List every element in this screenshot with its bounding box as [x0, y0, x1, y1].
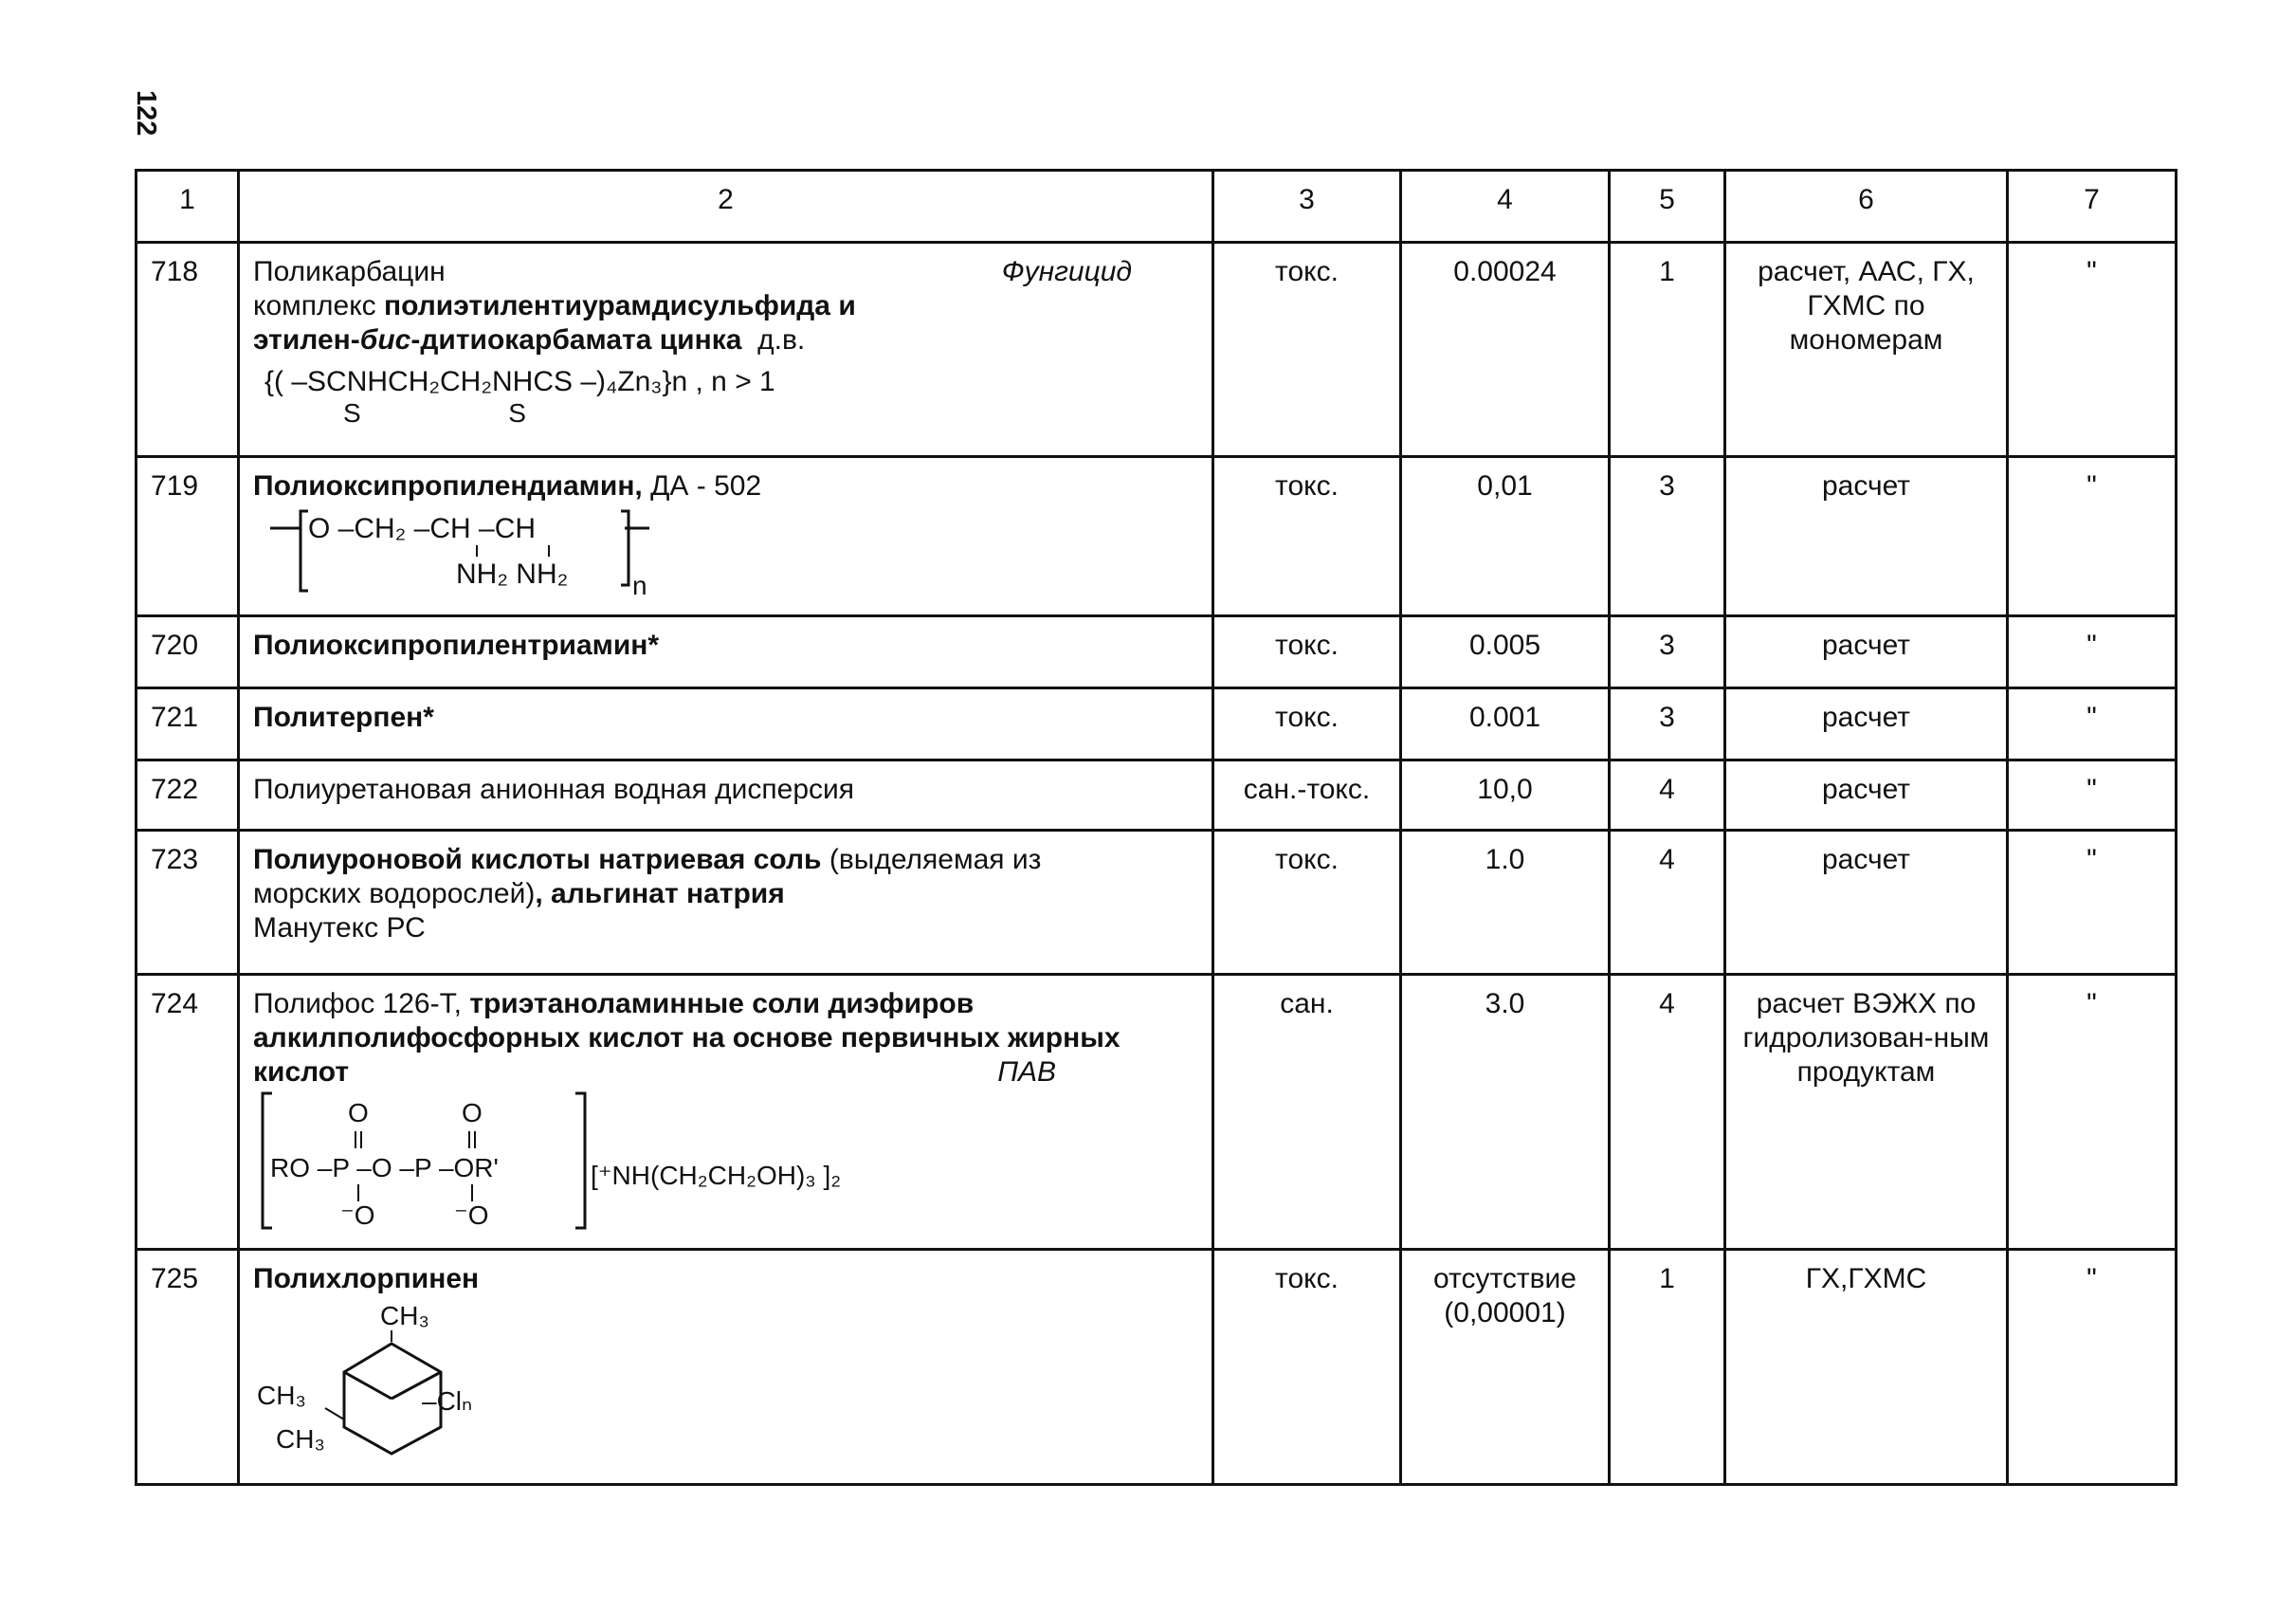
substance-table — [135, 169, 2178, 1486]
substance-name: Полиуроновой кислоты натриевая соль — [253, 844, 822, 875]
class-cell: 4 — [1610, 831, 1725, 975]
value-cell: 3.0 — [1401, 975, 1610, 1250]
formula-methyl-top: CH₃ — [380, 1301, 429, 1330]
class-cell: 1 — [1610, 1250, 1725, 1485]
row-id: 720 — [137, 616, 239, 688]
trade-name: Полифос 126-Т, — [253, 988, 470, 1019]
category-label: ПАВ — [997, 1056, 1056, 1088]
value-cell: 0.005 — [1401, 616, 1610, 688]
value-cell: 0.001 — [1401, 688, 1610, 760]
substance-name: Полиоксипропилентриамин* — [239, 616, 1213, 688]
header-cell-1: 1 — [137, 171, 239, 243]
class-cell: 1 — [1610, 243, 1725, 457]
trade-name: Манутекс РС — [253, 912, 426, 943]
row-id: 725 — [137, 1250, 239, 1485]
name-note: (выделяемая из морских водорослей) — [253, 844, 1042, 909]
formula-oxygen-b: O — [462, 1098, 483, 1127]
name-text-bold: этилен- — [253, 324, 360, 356]
table-row-725 — [137, 1250, 2177, 1485]
method-cell: расчет — [1725, 760, 2008, 831]
row-id: 724 — [137, 975, 239, 1250]
value-cell: 0.00024 — [1401, 243, 1610, 457]
method-cell: расчет — [1725, 831, 2008, 975]
method-cell: расчет — [1725, 457, 2008, 616]
header-cell-2: 2 — [239, 171, 1213, 243]
header-cell-3: 3 — [1213, 171, 1401, 243]
method-cell: расчет — [1725, 616, 2008, 688]
structural-formula: {( –SCNHCH₂CH₂NHCS –)₄Zn₃}n , n > 1 — [264, 366, 775, 397]
category-label: Фунгицид — [1001, 256, 1132, 287]
hazard-cell: токс. — [1213, 831, 1401, 975]
name-text-bold: полиэтилентиурамдисульфида и — [384, 290, 856, 321]
col7-cell: " — [2008, 831, 2177, 975]
formula-amine-groups: NH₂ NH₂ — [456, 559, 569, 590]
row-id: 722 — [137, 760, 239, 831]
row-id: 718 — [137, 243, 239, 457]
formula-main: O –CH₂ –CH –CH — [308, 513, 537, 544]
formula-chlorine: –Clₙ — [422, 1386, 473, 1416]
value-cell: 1.0 — [1401, 831, 1610, 975]
structural-formula-diagram — [253, 1296, 556, 1467]
col7-cell: " — [2008, 243, 2177, 457]
hazard-cell: токс. — [1213, 243, 1401, 457]
class-cell: 3 — [1610, 616, 1725, 688]
table-row-722 — [137, 760, 2177, 831]
header-cell-5: 5 — [1610, 171, 1725, 243]
hazard-cell: токс. — [1213, 688, 1401, 760]
substance-name: триэтаноламинные соли диэфиров алкилполифосфорных кислот на основе первичных жирных кислот — [253, 988, 1121, 1088]
hazard-cell: токс. — [1213, 1250, 1401, 1485]
formula-oxygen-anion-b: ⁻O — [454, 1200, 489, 1230]
name-text: д.в. — [757, 324, 806, 356]
col7-cell: " — [2008, 688, 2177, 760]
formula-oxygen-a: O — [348, 1098, 369, 1127]
class-cell: 3 — [1610, 457, 1725, 616]
name-text-bold: -дитиокарбамата цинка — [410, 324, 742, 356]
synonym-name: , альгинат натрия — [535, 878, 785, 909]
header-row — [137, 171, 2177, 243]
formula-phosphate: RO –P –O –P –OR' — [270, 1153, 499, 1182]
name-text-bold-italic: бис — [359, 324, 411, 356]
formula-oxygen-anion-a: ⁻O — [340, 1200, 375, 1230]
table-row-721 — [137, 688, 2177, 760]
substance-name: Поликарбацин — [253, 256, 446, 287]
value-cell: 0,01 — [1401, 457, 1610, 616]
method-cell: расчет, ААС, ГХ, ГХМС по мономерам — [1725, 243, 2008, 457]
substance-name: Полиуретановая анионная водная дисперсия — [239, 760, 1213, 831]
substance-cell — [239, 975, 1213, 1250]
formula-methyl-a: CH₃ — [257, 1381, 306, 1410]
hazard-cell: токс. — [1213, 457, 1401, 616]
substance-cell — [239, 831, 1213, 975]
header-cell-7: 7 — [2008, 171, 2177, 243]
substance-name: Полиоксипропилендиамин, — [253, 470, 643, 502]
substance-cell — [239, 457, 1213, 616]
row-id: 719 — [137, 457, 239, 616]
table-row-723 — [137, 831, 2177, 975]
header-cell-4: 4 — [1401, 171, 1610, 243]
substance-cell — [239, 1250, 1213, 1485]
formula-n: n — [632, 571, 647, 596]
trade-name: ДА - 502 — [642, 470, 762, 502]
name-text: комплекс — [253, 290, 385, 321]
hazard-cell: токс. — [1213, 616, 1401, 688]
col7-cell: " — [2008, 1250, 2177, 1485]
table-row-724 — [137, 975, 2177, 1250]
col7-cell: " — [2008, 457, 2177, 616]
substance-name: Полихлорпинен — [253, 1263, 480, 1294]
structural-formula-diagram — [253, 504, 651, 596]
value-cell: 10,0 — [1401, 760, 1610, 831]
hazard-cell: сан. — [1213, 975, 1401, 1250]
method-cell: расчет ВЭЖХ по гидролизован-ным продуктам — [1725, 975, 2008, 1250]
header-cell-6: 6 — [1725, 171, 2008, 243]
col7-cell: " — [2008, 616, 2177, 688]
formula-cation: [⁺NH(CH₂CH₂OH)₃ ]₂ — [591, 1161, 842, 1190]
col7-cell: " — [2008, 760, 2177, 831]
value-cell: отсутствие (0,00001) — [1401, 1250, 1610, 1485]
substance-cell — [239, 243, 1213, 457]
page-number: 122 — [131, 90, 161, 137]
row-id: 721 — [137, 688, 239, 760]
formula-methyl-b: CH₃ — [276, 1424, 325, 1454]
structural-formula-diagram — [253, 1090, 917, 1232]
substance-name: Политерпен* — [239, 688, 1213, 760]
class-cell: 4 — [1610, 760, 1725, 831]
table-row-719 — [137, 457, 2177, 616]
hazard-cell: сан.-токс. — [1213, 760, 1401, 831]
row-id: 723 — [137, 831, 239, 975]
formula-sulfur-atoms: S S — [343, 398, 526, 428]
method-cell: расчет — [1725, 688, 2008, 760]
class-cell: 3 — [1610, 688, 1725, 760]
table-row-720 — [137, 616, 2177, 688]
table-row-718 — [137, 243, 2177, 457]
class-cell: 4 — [1610, 975, 1725, 1250]
col7-cell: " — [2008, 975, 2177, 1250]
method-cell: ГХ,ГХМС — [1725, 1250, 2008, 1485]
